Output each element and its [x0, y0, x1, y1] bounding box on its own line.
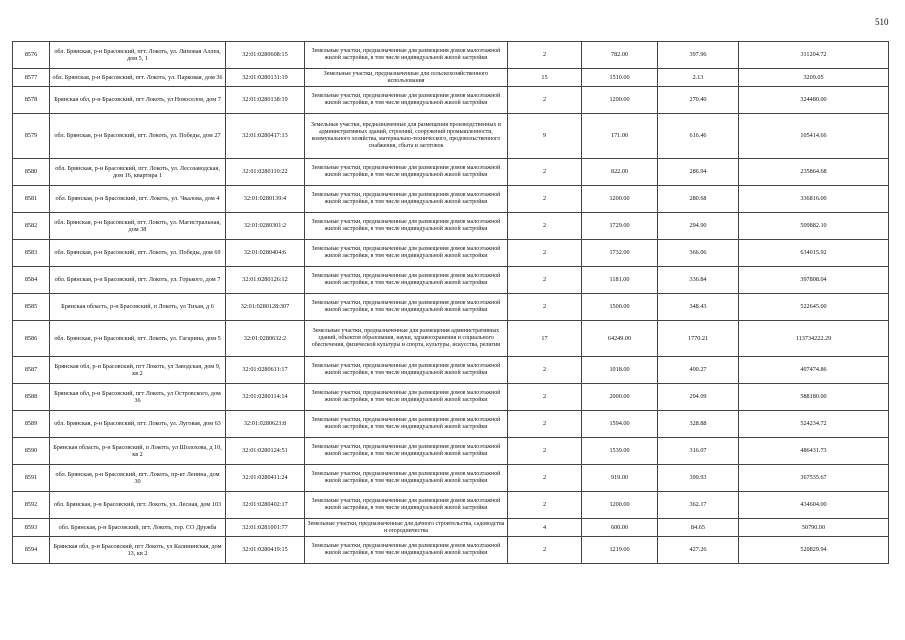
use-group-cell: 2: [508, 492, 582, 519]
area-cell: 1500.00: [582, 294, 658, 321]
area-cell: 1181.00: [582, 267, 658, 294]
cadastral-value-cell: 434604.00: [739, 492, 889, 519]
cadastral-value-cell: 634015.92: [739, 240, 889, 267]
area-cell: 782.00: [582, 42, 658, 69]
table-row: [13, 384, 889, 411]
cadastral-value-cell: 324480.00: [739, 87, 889, 114]
address-cell: обл. Брянская, р-н Брасовский, пгт. Локоть, ул. Парковая, дом 36: [50, 69, 226, 87]
land-use-cell: Земельные участки, предназначенные для размещения домов малоэтажной жилой застройки, в том числе индивидуальной жилой застройки: [305, 213, 508, 240]
row-number: 8576: [13, 42, 50, 69]
area-cell: 171.00: [582, 114, 658, 159]
row-number: 8592: [13, 492, 50, 519]
address-cell: обл. Брянская, р-н Брасовский, пгт. Локоть, ул. Магистральная, дом 38: [50, 213, 226, 240]
land-use-cell: Земельные участки, предназначенные для размещения домов малоэтажной жилой застройки, в том числе индивидуальной жилой застройки: [305, 159, 508, 186]
area-cell: 2000.00: [582, 384, 658, 411]
area-cell: 1200.00: [582, 87, 658, 114]
area-cell: 1200.00: [582, 492, 658, 519]
row-number: 8583: [13, 240, 50, 267]
address-cell: обл. Брянская, р-н Брасовский, пгт. Локоть, ул. Гагарина, дом 5: [50, 321, 226, 357]
cadastral-value-cell: 509882.10: [739, 213, 889, 240]
address-cell: обл. Брянская, р-н Брасовский, пгт. Локоть, ул. Луговая, дом 63: [50, 411, 226, 438]
row-number: 8584: [13, 267, 50, 294]
row-number: 8578: [13, 87, 50, 114]
cadastral-value-cell: 524234.72: [739, 411, 889, 438]
row-number: 8586: [13, 321, 50, 357]
cadastral-number-cell: 32:01:0280110:22: [226, 159, 305, 186]
cadastral-number-cell: 32:01:0280301:2: [226, 213, 305, 240]
specific-value-cell: 280.68: [658, 186, 739, 213]
table-row: [13, 465, 889, 492]
land-use-cell: Земельные участки, предназначенные для размещения домов малоэтажной жилой застройки, в том числе индивидуальной жилой застройки: [305, 267, 508, 294]
address-cell: обл. Брянская, р-н Брасовский, пгт. Локоть, ул. Лесозаводская, дом 16, квартира 1: [50, 159, 226, 186]
use-group-cell: 2: [508, 159, 582, 186]
cadastral-value-cell: 311204.72: [739, 42, 889, 69]
land-use-cell: Земельные участки, предназначенные для размещения домов малоэтажной жилой застройки, в том числе индивидуальной жилой застройки: [305, 411, 508, 438]
use-group-cell: 2: [508, 42, 582, 69]
land-use-cell: Земельные участки, предназначенные для размещения производственных и административных зданий, строений, сооружений промышленности, коммунального хозяйства, материально-технического, продовольственного снабжения, сбыта и заготовок: [305, 114, 508, 159]
table-row: [13, 114, 889, 159]
land-use-cell: Земельные участки, предназначенные для размещения домов малоэтажной жилой застройки, в том числе индивидуальной жилой застройки: [305, 384, 508, 411]
cadastral-number-cell: 32:01:0280138:19: [226, 87, 305, 114]
specific-value-cell: 1770.21: [658, 321, 739, 357]
cadastral-value-cell: 588180.00: [739, 384, 889, 411]
page-number: 510: [875, 17, 889, 27]
land-use-cell: Земельные участки, предназначенные для дачного строительства, садоводства и огородничества: [305, 519, 508, 537]
cadastral-value-cell: 397808.04: [739, 267, 889, 294]
area-cell: 822.00: [582, 159, 658, 186]
specific-value-cell: 84.65: [658, 519, 739, 537]
land-use-cell: Земельные участки, предназначенные для сельскохозяйственного использования: [305, 69, 508, 87]
cadastral-value-cell: 235864.68: [739, 159, 889, 186]
specific-value-cell: 427.26: [658, 537, 739, 564]
table-row: [13, 492, 889, 519]
table-row: [13, 438, 889, 465]
specific-value-cell: 294.90: [658, 213, 739, 240]
table-row: [13, 357, 889, 384]
specific-value-cell: 2.13: [658, 69, 739, 87]
table-body: [13, 42, 889, 564]
cadastral-value-table: [12, 41, 889, 564]
land-use-cell: Земельные участки, предназначенные для размещения административных зданий, объектов образования, науки, здравоохранения и социального обеспечения, физической культуры и спорта, культуры, искусства, религии: [305, 321, 508, 357]
land-use-cell: Земельные участки, предназначенные для размещения домов малоэтажной жилой застройки, в том числе индивидуальной жилой застройки: [305, 465, 508, 492]
land-use-cell: Земельные участки, предназначенные для размещения домов малоэтажной жилой застройки, в том числе индивидуальной жилой застройки: [305, 357, 508, 384]
cadastral-number-cell: 32:01:0280632:2: [226, 321, 305, 357]
use-group-cell: 2: [508, 294, 582, 321]
cadastral-number-cell: 32:01:0280128:307: [226, 294, 305, 321]
row-number: 8591: [13, 465, 50, 492]
address-cell: обл. Брянская, р-н Брасовский, пгт. Локоть, пр-кт Ленина, дом 30: [50, 465, 226, 492]
table-row: [13, 69, 889, 87]
cadastral-number-cell: 32:01:0280611:17: [226, 357, 305, 384]
specific-value-cell: 362.17: [658, 492, 739, 519]
specific-value-cell: 616.46: [658, 114, 739, 159]
table-row: [13, 267, 889, 294]
specific-value-cell: 348.43: [658, 294, 739, 321]
specific-value-cell: 316.07: [658, 438, 739, 465]
address-cell: обл. Брянская, р-н Брасовский, пгт. Локоть, ул. Лесная, дом 103: [50, 492, 226, 519]
specific-value-cell: 397.96: [658, 42, 739, 69]
use-group-cell: 2: [508, 213, 582, 240]
table-row: [13, 87, 889, 114]
address-cell: Брянская область, р-н Брасовский, п Локоть, ул Тихая, д 6: [50, 294, 226, 321]
table-row: [13, 321, 889, 357]
address-cell: обл. Брянская, р-н Брасовский, пгт. Локоть, ул. Победы, дом 27: [50, 114, 226, 159]
table-row: [13, 213, 889, 240]
row-number: 8593: [13, 519, 50, 537]
use-group-cell: 2: [508, 240, 582, 267]
cadastral-number-cell: 32:01:0280126:12: [226, 267, 305, 294]
use-group-cell: 9: [508, 114, 582, 159]
row-number: 8587: [13, 357, 50, 384]
row-number: 8579: [13, 114, 50, 159]
specific-value-cell: 399.93: [658, 465, 739, 492]
address-cell: обл. Брянская, р-н Брасовский, пгт. Локоть, ул. Чкалова, дом 4: [50, 186, 226, 213]
use-group-cell: 2: [508, 438, 582, 465]
row-number: 8590: [13, 438, 50, 465]
land-use-cell: Земельные участки, предназначенные для размещения домов малоэтажной жилой застройки, в том числе индивидуальной жилой застройки: [305, 537, 508, 564]
use-group-cell: 2: [508, 357, 582, 384]
address-cell: обл. Брянская, р-н Брасовский, пгт. Локоть, тер. СО Дружба: [50, 519, 226, 537]
row-number: 8580: [13, 159, 50, 186]
area-cell: 1219.00: [582, 537, 658, 564]
address-cell: Брянская обл, р-н Брасовский, пгт Локоть, ул Заводская, дом 9, кв 2: [50, 357, 226, 384]
area-cell: 1594.00: [582, 411, 658, 438]
cadastral-number-cell: 32:01:0280411:24: [226, 465, 305, 492]
area-cell: 1539.00: [582, 438, 658, 465]
cadastral-number-cell: 32:01:0281001:77: [226, 519, 305, 537]
land-use-cell: Земельные участки, предназначенные для размещения домов малоэтажной жилой застройки, в том числе индивидуальной жилой застройки: [305, 240, 508, 267]
cadastral-value-cell: 407474.86: [739, 357, 889, 384]
specific-value-cell: 366.06: [658, 240, 739, 267]
address-cell: обл. Брянская, р-н Брасовский, пгт. Локоть, ул. Победы, дом 69: [50, 240, 226, 267]
use-group-cell: 2: [508, 384, 582, 411]
area-cell: 600.00: [582, 519, 658, 537]
land-use-cell: Земельные участки, предназначенные для размещения домов малоэтажной жилой застройки, в том числе индивидуальной жилой застройки: [305, 492, 508, 519]
use-group-cell: 2: [508, 267, 582, 294]
cadastral-number-cell: 32:01:0280402:17: [226, 492, 305, 519]
table-row: [13, 294, 889, 321]
table-row: [13, 186, 889, 213]
use-group-cell: 2: [508, 537, 582, 564]
table-row: [13, 411, 889, 438]
cadastral-value-cell: 486431.73: [739, 438, 889, 465]
cadastral-value-cell: 522645.00: [739, 294, 889, 321]
specific-value-cell: 294.09: [658, 384, 739, 411]
area-cell: 1200.00: [582, 186, 658, 213]
address-cell: обл. Брянская, р-н Брасовский, пгт. Локоть, ул. Горького, дом 7: [50, 267, 226, 294]
table-row: [13, 519, 889, 537]
land-use-cell: Земельные участки, предназначенные для размещения домов малоэтажной жилой застройки, в том числе индивидуальной жилой застройки: [305, 438, 508, 465]
use-group-cell: 17: [508, 321, 582, 357]
use-group-cell: 2: [508, 465, 582, 492]
area-cell: 1018.00: [582, 357, 658, 384]
cadastral-number-cell: 32:01:0280419:15: [226, 537, 305, 564]
use-group-cell: 15: [508, 69, 582, 87]
specific-value-cell: 328.88: [658, 411, 739, 438]
cadastral-value-cell: 50790.00: [739, 519, 889, 537]
table-row: [13, 159, 889, 186]
cadastral-value-cell: 367535.67: [739, 465, 889, 492]
land-use-cell: Земельные участки, предназначенные для размещения домов малоэтажной жилой застройки, в том числе индивидуальной жилой застройки: [305, 186, 508, 213]
cadastral-value-cell: 520829.94: [739, 537, 889, 564]
row-number: 8582: [13, 213, 50, 240]
row-number: 8581: [13, 186, 50, 213]
row-number: 8577: [13, 69, 50, 87]
cadastral-number-cell: 32:01:0280623:8: [226, 411, 305, 438]
area-cell: 64249.00: [582, 321, 658, 357]
cadastral-number-cell: 32:01:0280608:15: [226, 42, 305, 69]
specific-value-cell: 400.27: [658, 357, 739, 384]
address-cell: Брянская обл, р-н Брасовский, пгт Локоть, ул Новоселов, дом 7: [50, 87, 226, 114]
table-row: [13, 537, 889, 564]
cadastral-value-cell: 336816.00: [739, 186, 889, 213]
row-number: 8585: [13, 294, 50, 321]
use-group-cell: 2: [508, 186, 582, 213]
cadastral-value-cell: 113734222.29: [739, 321, 889, 357]
cadastral-number-cell: 32:01:0280417:13: [226, 114, 305, 159]
specific-value-cell: 286.94: [658, 159, 739, 186]
table-row: [13, 240, 889, 267]
land-use-cell: Земельные участки, предназначенные для размещения домов малоэтажной жилой застройки, в том числе индивидуальной жилой застройки: [305, 294, 508, 321]
use-group-cell: 2: [508, 87, 582, 114]
address-cell: Брянская область, р-н Брасовский, п Локоть, ул Шолохова, д 10, кв 2: [50, 438, 226, 465]
area-cell: 919.00: [582, 465, 658, 492]
cadastral-number-cell: 32:01:0280124:51: [226, 438, 305, 465]
land-use-cell: Земельные участки, предназначенные для размещения домов малоэтажной жилой застройки, в том числе индивидуальной жилой застройки: [305, 87, 508, 114]
address-cell: Брянская обл, р-н Брасовский, пгт Локоть, ул Калининская, дом 13, кв 2: [50, 537, 226, 564]
row-number: 8589: [13, 411, 50, 438]
address-cell: обл. Брянская, р-н Брасовский, пгт. Локоть, ул. Липовая Аллея, дом 5, 1: [50, 42, 226, 69]
cadastral-number-cell: 32:01:0280114:14: [226, 384, 305, 411]
row-number: 8594: [13, 537, 50, 564]
cadastral-number-cell: 32:01:0280139:4: [226, 186, 305, 213]
use-group-cell: 2: [508, 411, 582, 438]
cadastral-number-cell: 32:01:0280404:6: [226, 240, 305, 267]
row-number: 8588: [13, 384, 50, 411]
land-use-cell: Земельные участки, предназначенные для размещения домов малоэтажной жилой застройки, в том числе индивидуальной жилой застройки: [305, 42, 508, 69]
cadastral-value-cell: 3209.05: [739, 69, 889, 87]
area-cell: 1510.00: [582, 69, 658, 87]
use-group-cell: 4: [508, 519, 582, 537]
area-cell: 1732.00: [582, 240, 658, 267]
area-cell: 1729.00: [582, 213, 658, 240]
table-row: [13, 42, 889, 69]
cadastral-value-cell: 105414.66: [739, 114, 889, 159]
cadastral-number-cell: 32:01:0280131:19: [226, 69, 305, 87]
specific-value-cell: 336.84: [658, 267, 739, 294]
specific-value-cell: 270.40: [658, 87, 739, 114]
address-cell: Брянская обл, р-н Брасовский, пгт Локоть, ул Островского, дом 36: [50, 384, 226, 411]
